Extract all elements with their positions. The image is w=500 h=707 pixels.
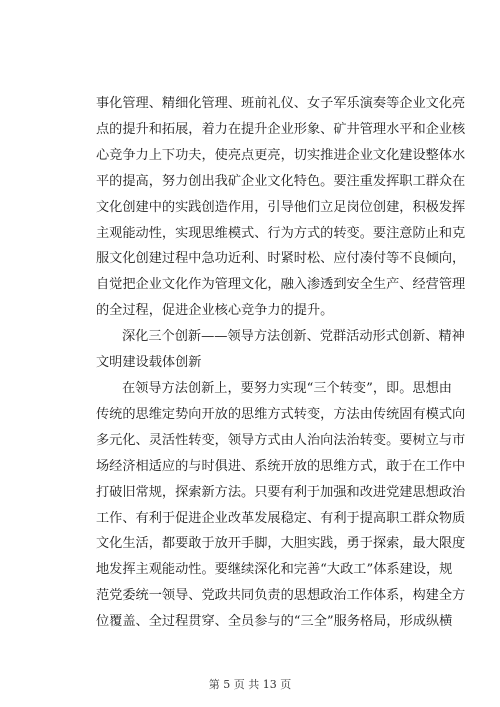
text-line: 主观能动性，实现思维模式、行为方式的转变。要注意防止和克 (96, 225, 466, 241)
text-line: 打破旧常规，探索新方法。只要有利于加强和改进党建思想政治 (96, 484, 466, 500)
text-line: 在领导方法创新上，要努力实现“三个转变”，即。思想由 (122, 380, 452, 396)
section-heading-line: 深化三个创新——领导方法创新、党群活动形式创新、精神 (122, 329, 465, 345)
section-heading-line: 文明建设载体创新 (96, 355, 202, 371)
text-line: 点的提升和拓展，着力在提升企业形象、矿井管理水平和企业核 (96, 121, 466, 137)
text-line: 工作、有利于促进企业改革发展稳定、有利于提高职工群众物质 (96, 510, 466, 526)
text-line: 心竞争力上下功夫，使亮点更亮，切实推进企业文化建设整体水 (96, 147, 466, 163)
text-line: 的全过程，促进企业核心竞争力的提升。 (96, 303, 334, 319)
text-line: 文化创建中的实践创造作用，引导他们立足岗位创建，积极发挥 (96, 199, 466, 215)
text-line: 位覆盖、全过程贯穿、全员参与的“三全”服务格局，形成纵横 (96, 614, 453, 630)
text-line: 多元化、灵活性转变，领导方式由人治向法治转变。要树立与市 (96, 432, 466, 448)
text-line: 服文化创建过程中急功近利、时紧时松、应付凑付等不良倾向， (96, 251, 466, 267)
text-line: 平的提高，努力创出我矿企业文化特色。要注重发挥职工群众在 (96, 173, 466, 189)
text-line: 范党委统一领导、党政共同负责的思想政治工作体系，构建全方 (96, 588, 466, 604)
text-line: 自觉把企业文化作为管理文化，融入渗透到安全生产、经营管理 (96, 277, 466, 293)
text-line: 文化生活，都要敢于放开手脚，大胆实践，勇于探索，最大限度 (96, 536, 466, 552)
body-text (96, 91, 466, 635)
text-line: 场经济相适应的与时俱进、系统开放的思维方式，敢于在工作中 (96, 458, 466, 474)
page-footer: 第 5 页 共 13 页 (208, 678, 292, 691)
text-line: 地发挥主观能动性。要继续深化和完善“大政工”体系建设，规 (96, 562, 453, 578)
text-line: 传统的思维定势向开放的思维方式转变，方法由传统固有模式向 (96, 406, 466, 422)
text-line: 事化管理、精细化管理、班前礼仪、女子军乐演奏等企业文化亮 (96, 96, 466, 111)
